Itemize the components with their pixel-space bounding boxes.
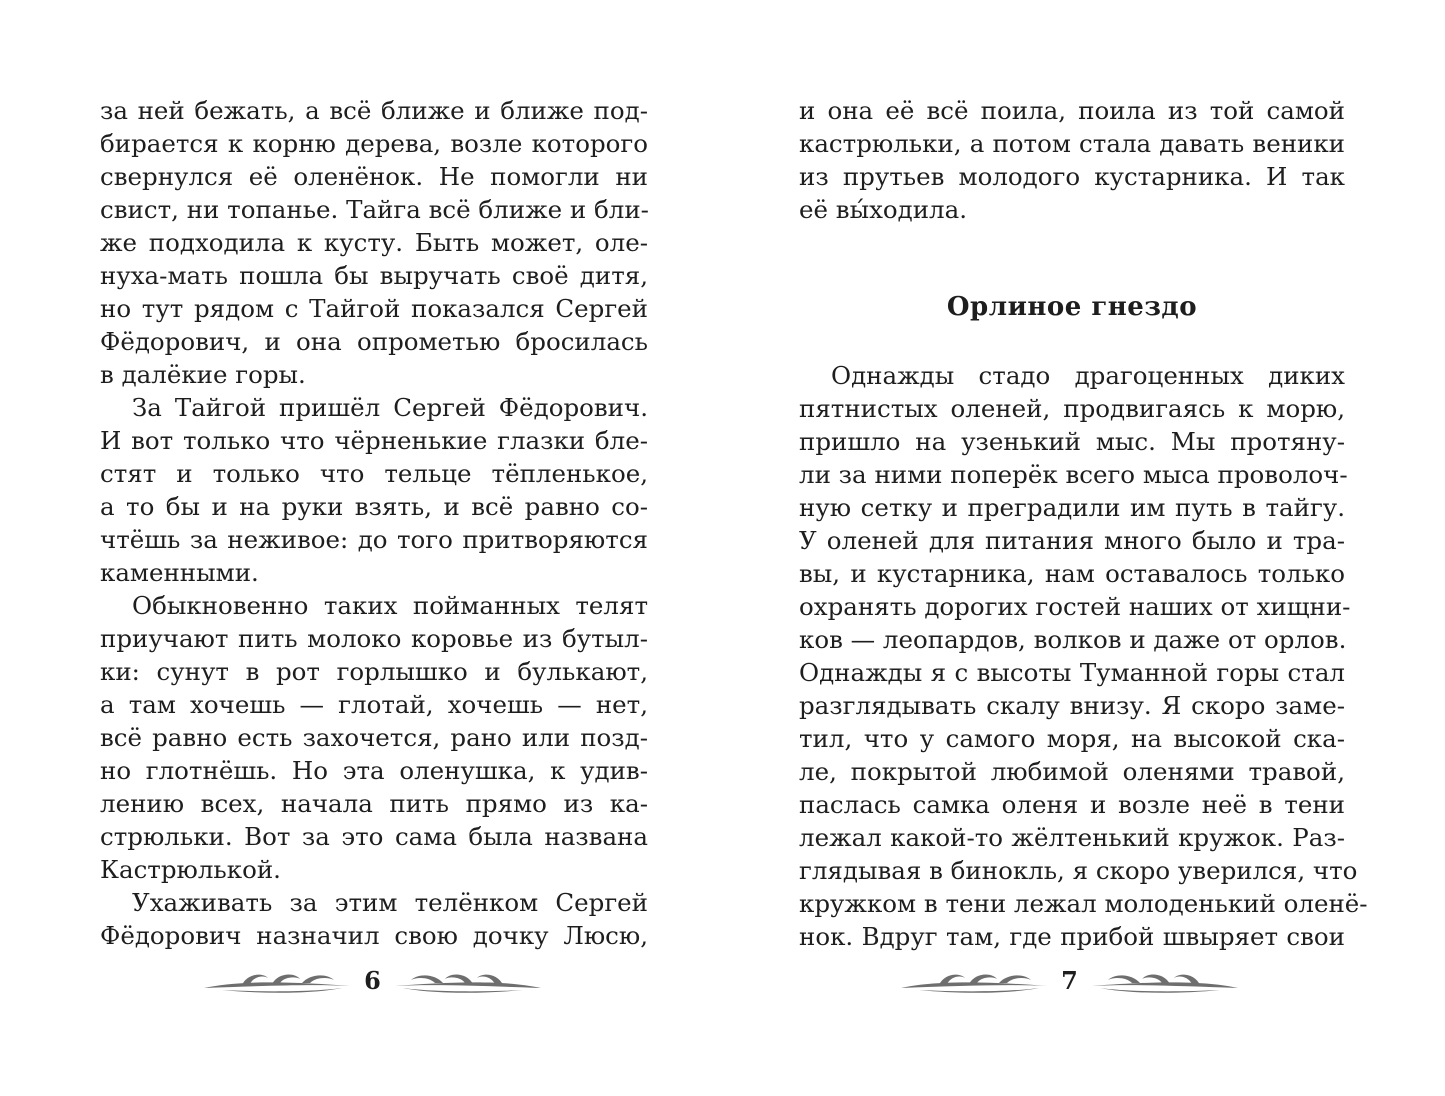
ornament-left-icon [202,968,352,994]
ornament-left-icon [899,968,1049,994]
text-line: лению всех, начала пить прямо из ка- [100,789,648,818]
right-text-column [799,94,1368,953]
text-line: паслась самка оленя и возле неё в тени [799,790,1345,819]
text-line: кастрюльки, а потом стала давать веники [799,129,1345,158]
text-line: ли за ними поперёк всего мыса проволоч- [799,460,1348,489]
text-line: за ней бежать, а всё ближе и ближе под- [100,96,648,125]
left-text-column [100,94,648,952]
text-line: но глотнёшь. Но эта оленушка, к удив- [100,756,648,785]
text-line: вы, и кустарника, нам оставалось только [799,559,1345,588]
text-line: У оленей для питания много было и тра- [799,526,1345,555]
text-line: пришло на узенький мыс. Мы протяну- [799,427,1345,456]
text-line: ки: сунут в рот горлышко и булькают, [100,657,648,686]
text-line: свист, ни топанье. Тайга всё ближе и бли- [100,195,649,224]
left-page [0,0,722,1096]
text-line: но тут рядом с Тайгой показался Сергей [100,294,648,323]
text-line: а там хочешь — глотай, хочешь — нет, [100,690,648,719]
text-line: Обыкновенно таких пойманных телят [132,591,648,620]
text-line: нуха-мать пошла бы выручать своё дитя, [100,261,648,290]
text-line: Ухаживать за этим телёнком Сергей [132,888,648,917]
text-line: стрюльки. Вот за это сама была названа [100,822,648,851]
text-line: каменными. [100,558,259,587]
chapter-heading: Орлиное гнездо [946,292,1198,322]
text-line: разглядывать скалу внизу. Я скоро заме- [799,691,1345,720]
text-line: стят и только что тельце тёпленькое, [100,459,648,488]
text-line: из прутьев молодого кустарника. И так [799,162,1345,191]
text-line: нок. Вдруг там, где прибой швыряет свои [799,922,1345,951]
text-line: охранять дорогих гостей наших от хищни- [799,592,1351,621]
text-line: лежал какой-то жёлтенький кружок. Раз- [799,823,1345,852]
text-line: бирается к корню дерева, возле которого [100,129,648,158]
text-line: За Тайгой пришёл Сергей Фёдорович. [132,393,648,422]
text-line: в далёкие горы. [100,360,306,389]
text-line: приучают пить молоко коровье из бутыл- [100,624,648,653]
text-line: Однажды я с высоты Туманной горы стал [799,658,1345,687]
page-number: 7 [1061,966,1078,995]
text-line: Кастрюлькой. [100,855,281,884]
left-folio [200,964,545,998]
text-line: её вы́ходила. [799,195,968,224]
text-line: ле, покрытой любимой оленями травой, [799,757,1345,786]
text-line: пятнистых оленей, продвигаясь к морю, [799,394,1345,423]
text-line: Однажды стадо драгоценных диких [831,361,1345,390]
text-line: же подходила к кусту. Быть может, оле- [100,228,648,257]
page-number: 6 [364,966,381,995]
text-line: И вот только что чёрненькие глазки бле- [100,426,648,455]
text-line: а то бы и на руки взять, и всё равно со- [100,492,648,521]
text-line: кружком в тени лежал молоденький оленё- [799,889,1368,918]
text-line: чтёшь за неживое: до того притворяются [100,525,648,554]
text-line: ков — леопардов, волков и даже от орлов. [799,625,1347,654]
ornament-right-icon [393,968,543,994]
right-folio [897,964,1242,998]
text-line: глядывая в бинокль, я скоро уверился, что [799,856,1358,885]
text-line: и она её всё поила, поила из той самой [799,96,1345,125]
text-line: ную сетку и преградили им путь в тайгу. [799,493,1345,522]
text-line: Фёдорович, и она опрометью бросилась [100,327,648,356]
text-line: тил, что у самого моря, на высокой ска- [799,724,1345,753]
ornament-right-icon [1090,968,1240,994]
text-line: свернулся её оленёнок. Не помогли ни [100,162,648,191]
text-line: всё равно есть захочется, рано или позд- [100,723,648,752]
right-page [722,0,1445,1096]
text-line: Фёдорович назначил свою дочку Люсю, [100,921,648,950]
